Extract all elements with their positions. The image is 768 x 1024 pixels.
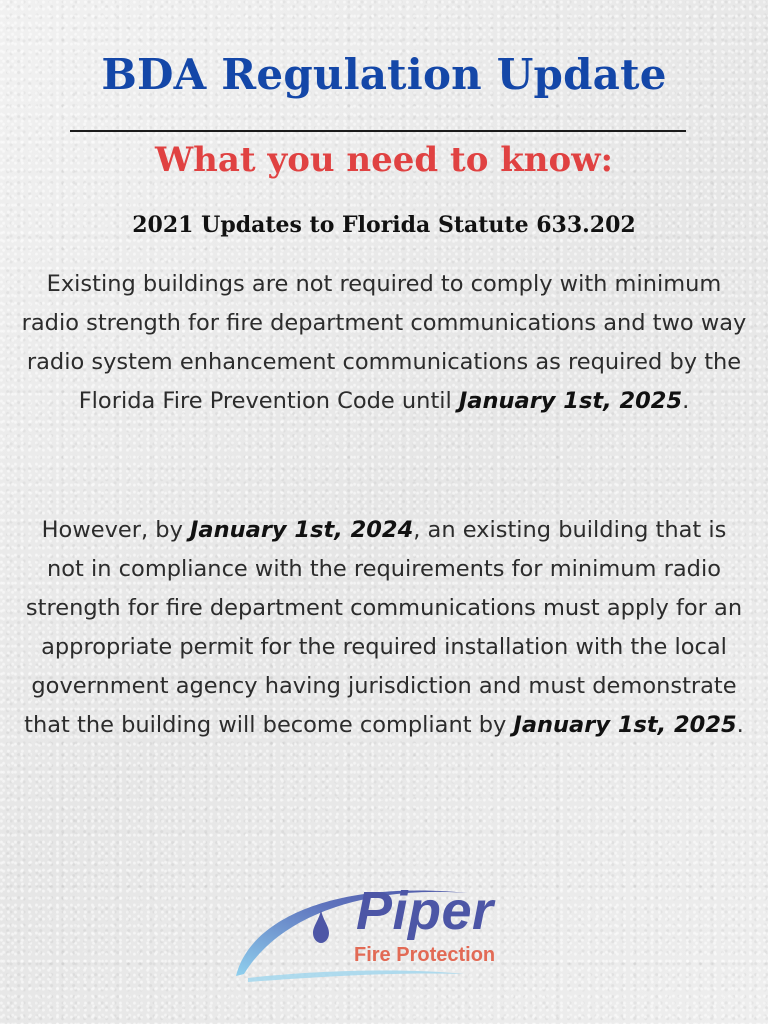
water-drop-icon <box>313 910 329 943</box>
paragraph-1-text: Existing buildings are not required to comply with minimum radio strength for fire department communications and two way radio system enhancement communications as required by the Florida Fire Prevention Code until <box>21 271 747 414</box>
swoosh-underline-icon <box>248 971 464 982</box>
deadline-2025: January 1st, 2025 <box>458 388 683 414</box>
subtitle: What you need to know: <box>154 140 614 180</box>
statute-heading: 2021 Updates to Florida Statute 633.202 <box>132 212 636 238</box>
paragraph-2-text: , an existing building that is not in compliance with the requirements for minimum radio strength for fire department communications must apply for an appropriate permit for the required installation with the local government agency having jurisdiction and must demonstrate that the building will become compliant by <box>24 517 743 738</box>
paragraph-2-intro: However, by <box>41 517 191 543</box>
paragraph-2-end: . <box>736 712 744 738</box>
page-title: BDA Regulation Update <box>101 50 667 99</box>
paragraph-permit-requirement <box>20 511 748 745</box>
paragraph-1-end: . <box>682 388 690 414</box>
paragraph-existing-buildings <box>20 265 748 421</box>
logo-tagline: Fire Protection <box>354 944 496 966</box>
deadline-2025-final: January 1st, 2025 <box>513 712 737 738</box>
title-divider <box>70 130 686 132</box>
deadline-2024: January 1st, 2024 <box>190 517 414 543</box>
piper-logo <box>228 878 548 988</box>
logo-name: Piper <box>356 881 494 941</box>
